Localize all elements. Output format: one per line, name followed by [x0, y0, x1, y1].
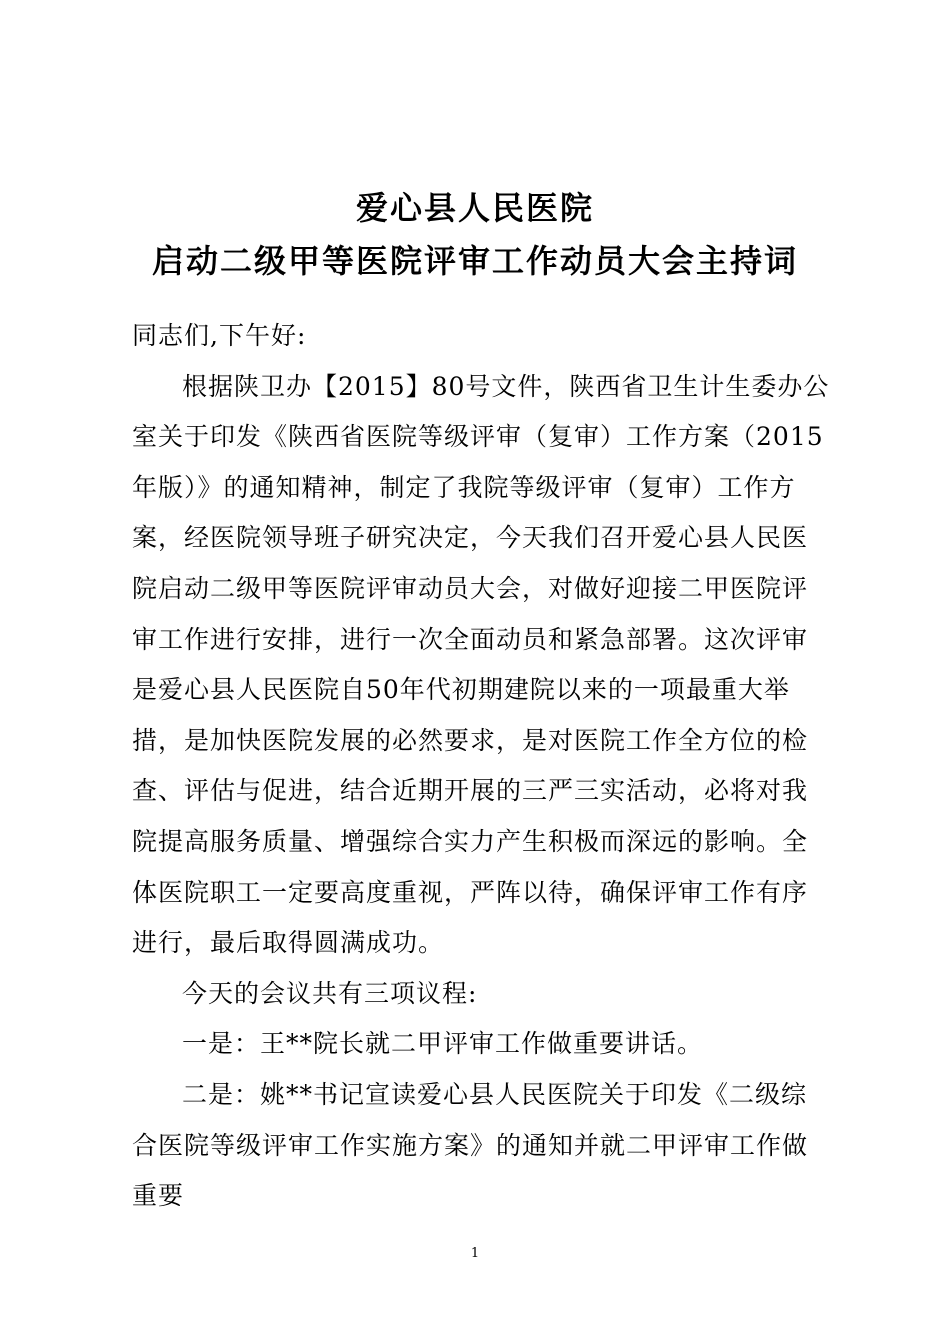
document-title-line-2: 启动二级甲等医院评审工作动员大会主持词 [151, 242, 798, 280]
paragraph-agenda-item-2: 二是：姚**书记宣读爱心县人民医院关于印发《二级综合医院等级评审工作实施方案》的通知并就二甲评审工作做重要 [132, 1079, 809, 1211]
paragraph-intro: 根据陕卫办【2015】80号文件，陕西省卫生计生委办公室关于印发《陕西省医院等级评审（复审）工作方案（2015年版）》的通知精神，制定了我院等级评审（复审）工作方案，经医院领导班子研究决定，今天我们召开爱心县人民医院启动二级甲等医院评审动员大会，对做好迎接二甲医院评审工作进行安排，进行一次全面动员和紧急部署。这次评审是爱心县人民医院自50年代初期建院以来的一项最重大举措，是加快医院发展的必然要求，是对医院工作全方位的检查、评估与促进，结合近期开展的三严三实活动，必将对我院提高服务质量、增强综合实力产生积极而深远的影响。全体医院职工一定要高度重视，严阵以待，确保评审工作有序进行，最后取得圆满成功。 [132, 371, 830, 958]
document-title-line-1: 爱心县人民医院 [355, 189, 594, 227]
document-body [132, 311, 832, 1222]
greeting: 同志们,下午好: [132, 321, 307, 350]
page-number: 1 [470, 1246, 480, 1261]
paragraph-agenda-intro: 今天的会议共有三项议程: [182, 978, 478, 1008]
paragraph-agenda-item-1: 一是：王**院长就二甲评审工作做重要讲话。 [182, 1029, 704, 1059]
